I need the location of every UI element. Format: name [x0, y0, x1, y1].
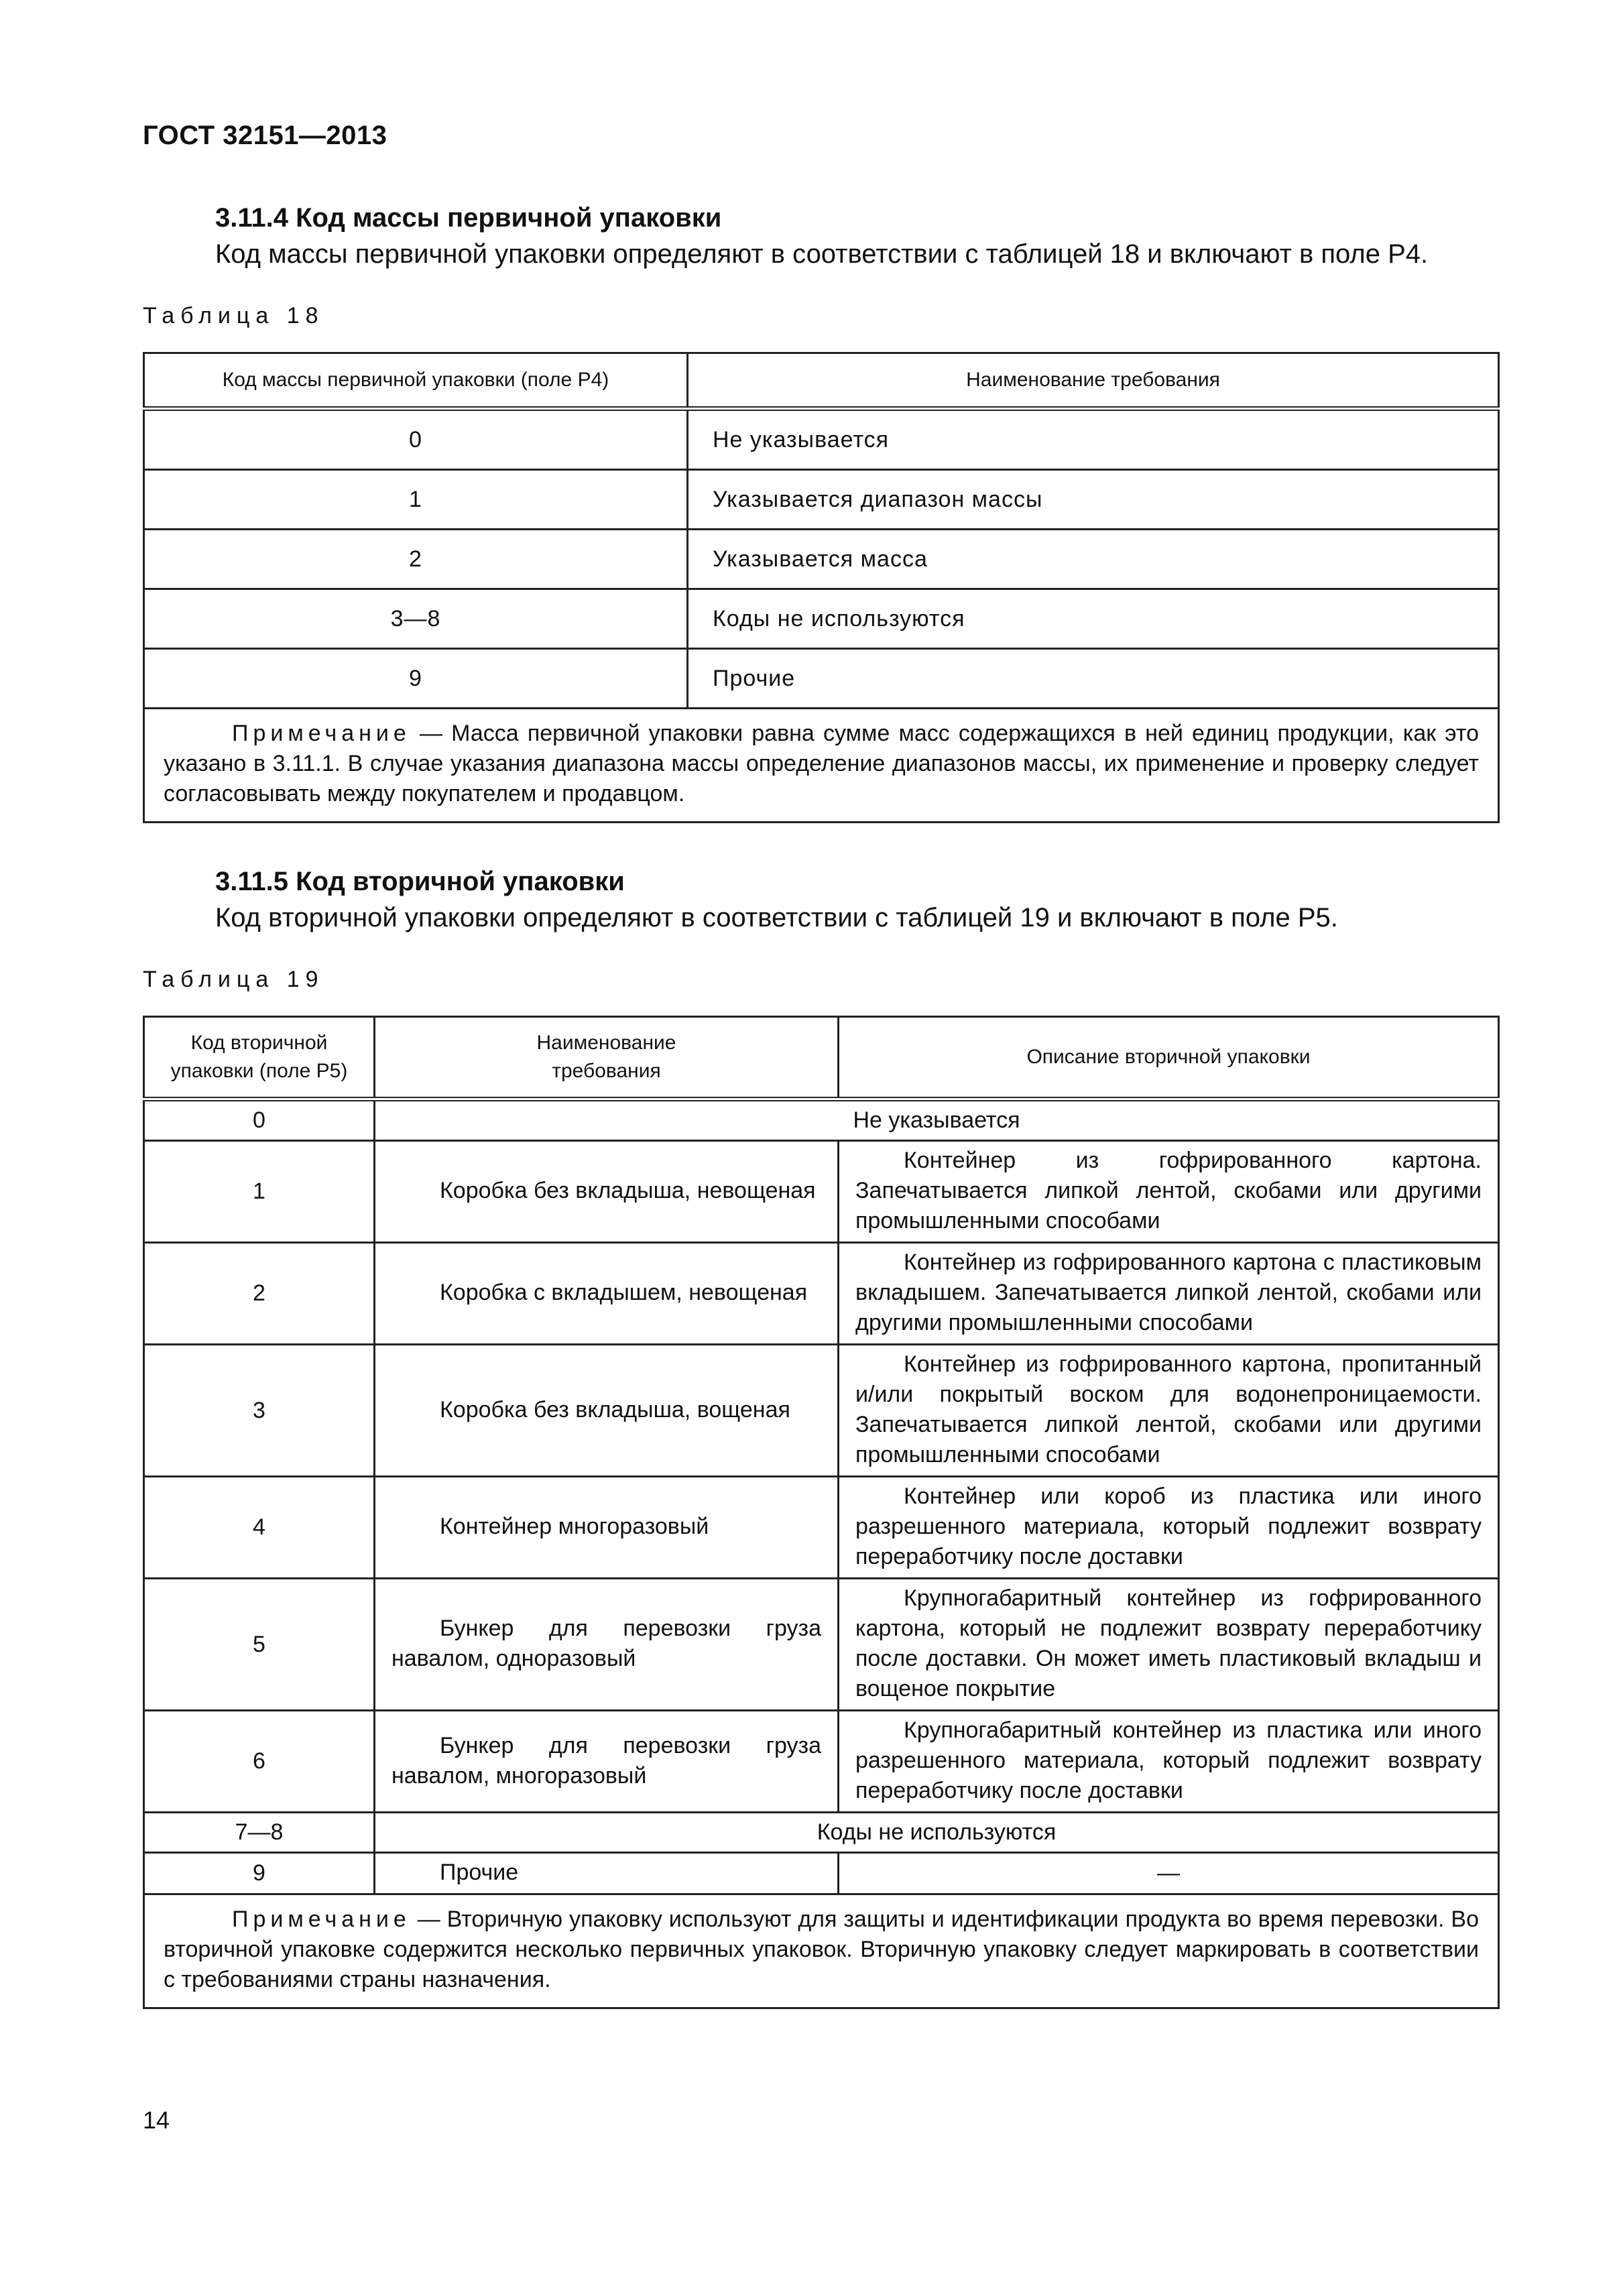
table-note-row	[144, 709, 1499, 823]
note-label: Примечание	[232, 721, 411, 746]
name-cell: Прочие	[688, 649, 1499, 709]
column-header-name: Наименование требования	[375, 1017, 839, 1099]
code-cell: 1	[144, 470, 688, 530]
note-text: — Вторичную упаковку используют для защиты и идентификации продукта во время перевозки. Во вторичной упаковке содержится несколько первичных упаковок. Вторичную упаковку следует маркировать в соответствии с требованиями страны назначения.	[164, 1907, 1479, 1992]
section-text: Код массы первичной упаковки определяют в соответствии с таблицей 18 и включают в поле P4.	[215, 239, 1429, 269]
column-header-code: Код вторичной упаковки (поле P5)	[144, 1017, 375, 1099]
table-19	[143, 1016, 1500, 2009]
column-header-code: Код массы первичной упаковки (поле P4)	[144, 353, 688, 409]
table-note	[144, 1894, 1499, 2008]
page-number: 14	[143, 2106, 170, 2134]
document-id: ГОСТ 32151—2013	[143, 121, 387, 150]
table-row	[144, 1243, 1499, 1345]
code-cell: 2	[144, 530, 688, 589]
table-note	[144, 709, 1499, 823]
column-header-description: Описание вторичной упаковки	[839, 1017, 1499, 1099]
code-cell: 9	[144, 1853, 375, 1894]
table-row	[144, 1345, 1499, 1477]
column-header-name: Наименование требования	[688, 353, 1499, 409]
table-row	[144, 1853, 1499, 1894]
name-cell: Бункер для перевозки груза навалом, одноразовый	[375, 1579, 839, 1711]
description-cell: Контейнер из гофрированного картона, пропитанный и/или покрытый воском для водонепроницаемости. Запечатывается липкой лентой, скобами или другими промышленными способами	[839, 1345, 1499, 1477]
table-row	[144, 1579, 1499, 1711]
table-row	[144, 1711, 1499, 1813]
description-cell: Крупногабаритный контейнер из пластика или иного разрешенного материала, который подлежит возврату переработчику после доставки	[839, 1711, 1499, 1813]
description-cell: Крупногабаритный контейнер из гофрированного картона, который не подлежит возврату переработчику после доставки. Он может иметь пластиковый вкладыш и вощеное покрытие	[839, 1579, 1499, 1711]
table-18-caption: Таблица 18	[143, 303, 324, 328]
name-cell: Коды не используются	[688, 589, 1499, 649]
note-label: Примечание	[232, 1907, 411, 1932]
code-cell: 3	[144, 1345, 375, 1477]
name-cell: Указывается диапазон массы	[688, 470, 1499, 530]
section-3-11-5	[215, 863, 1489, 936]
table-header-row	[144, 1017, 1499, 1099]
table-row	[144, 1141, 1499, 1243]
name-cell: Коробка без вкладыша, невощеная	[375, 1141, 839, 1243]
table-row	[144, 1813, 1499, 1853]
table-row	[144, 649, 1499, 709]
description-cell: Контейнер из гофрированного картона с пластиковым вкладышем. Запечатывается липкой лентой, скобами или другими промышленными способами	[839, 1243, 1499, 1345]
table-row	[144, 1099, 1499, 1141]
code-cell: 7—8	[144, 1813, 375, 1853]
code-cell: 6	[144, 1711, 375, 1813]
section-3-11-4	[215, 200, 1489, 272]
section-text: Код вторичной упаковки определяют в соответствии с таблицей 19 и включают в поле P5.	[215, 903, 1338, 932]
code-cell: 0	[144, 409, 688, 470]
table-row	[144, 409, 1499, 470]
table-row	[144, 530, 1499, 589]
description-cell: —	[839, 1853, 1499, 1894]
table-row	[144, 1477, 1499, 1579]
code-cell: 1	[144, 1141, 375, 1243]
name-cell: Коробка с вкладышем, невощеная	[375, 1243, 839, 1345]
name-cell: Указывается масса	[688, 530, 1499, 589]
table-row	[144, 589, 1499, 649]
name-cell: Прочие	[375, 1853, 839, 1894]
name-cell: Не указывается	[688, 409, 1499, 470]
description-cell: Контейнер или короб из пластика или иного разрешенного материала, который подлежит возврату переработчику после доставки	[839, 1477, 1499, 1579]
code-cell: 0	[144, 1099, 375, 1141]
table-note-row	[144, 1894, 1499, 2008]
merged-cell: Не указывается	[375, 1099, 1499, 1141]
merged-cell: Коды не используются	[375, 1813, 1499, 1853]
description-cell: Контейнер из гофрированного картона. Запечатывается липкой лентой, скобами или другими промышленными способами	[839, 1141, 1499, 1243]
section-title: 3.11.5 Код вторичной упаковки	[215, 867, 625, 896]
code-cell: 3—8	[144, 589, 688, 649]
note-text: — Масса первичной упаковки равна сумме масс содержащихся в ней единиц продукции, как это указано в 3.11.1. В случае указания диапазона массы определение диапазонов массы, их применение и проверку следует согласовывать между покупателем и продавцом.	[164, 721, 1479, 806]
table-18	[143, 352, 1500, 823]
name-cell: Коробка без вкладыша, вощеная	[375, 1345, 839, 1477]
name-cell: Бункер для перевозки груза навалом, многоразовый	[375, 1711, 839, 1813]
table-row	[144, 470, 1499, 530]
table-19-caption: Таблица 19	[143, 967, 324, 992]
name-cell: Контейнер многоразовый	[375, 1477, 839, 1579]
code-cell: 4	[144, 1477, 375, 1579]
code-cell: 9	[144, 649, 688, 709]
table-header-row	[144, 353, 1499, 409]
code-cell: 5	[144, 1579, 375, 1711]
section-title: 3.11.4 Код массы первичной упаковки	[215, 203, 722, 233]
code-cell: 2	[144, 1243, 375, 1345]
